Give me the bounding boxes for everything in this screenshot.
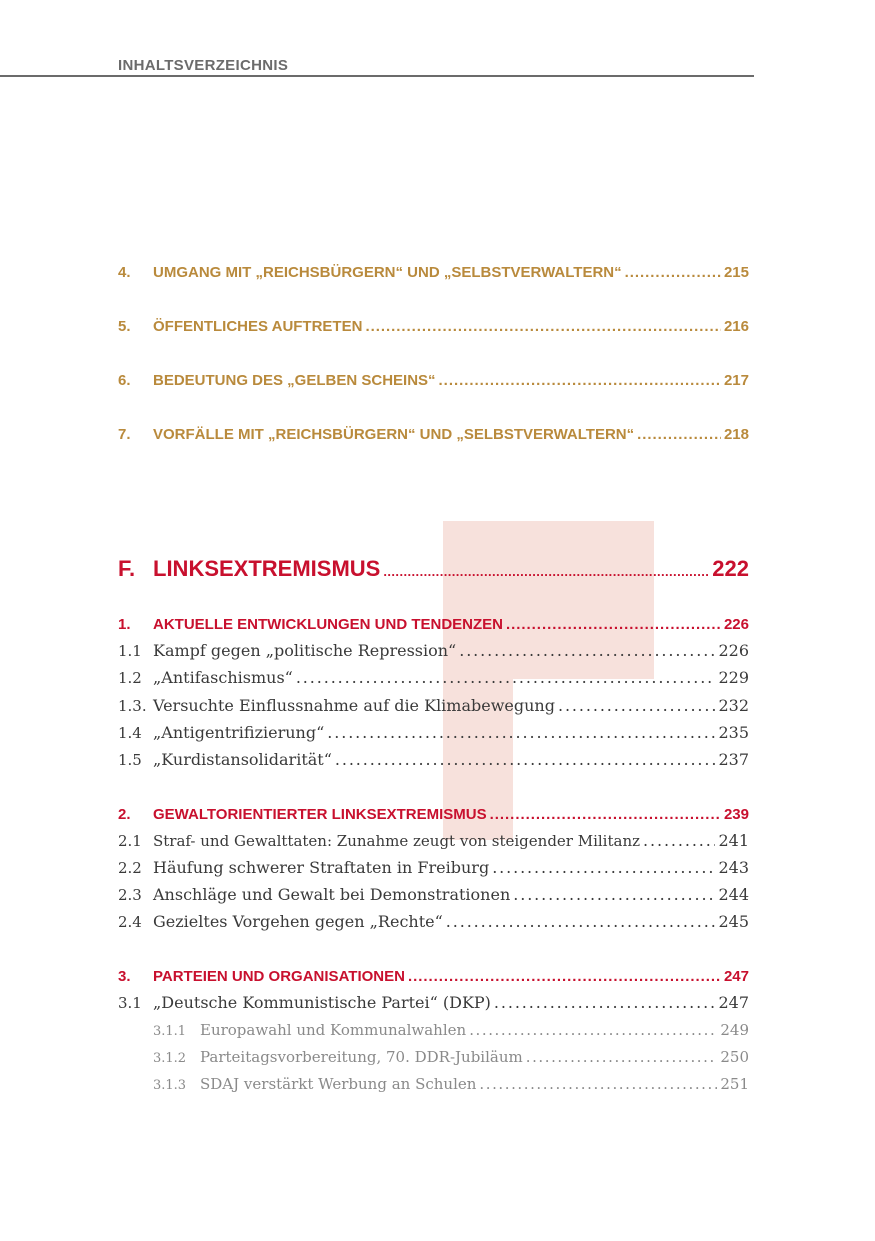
toc-entry-1-5[interactable] (118, 750, 749, 769)
toc-entry-2-4[interactable] (118, 912, 749, 931)
dot-leader (365, 318, 721, 335)
toc-entry-e6[interactable] (118, 372, 749, 389)
entry-page: 247 (718, 993, 749, 1012)
dot-leader (479, 1075, 717, 1093)
section-number: 1. (118, 616, 131, 633)
entry-number: 4. (118, 264, 131, 281)
section-page: 239 (723, 806, 749, 823)
dot-leader (469, 1021, 717, 1039)
entry-title: Straf- und Gewalttaten: Zunahme zeugt von steigender Militanz (153, 832, 641, 850)
entry-number: 6. (118, 372, 131, 389)
entry-page: 237 (718, 750, 749, 769)
entry-page: 226 (718, 641, 749, 660)
section-title: PARTEIEN UND ORGANISATIONEN (153, 968, 405, 985)
dot-leader (490, 806, 721, 823)
toc-entry-e7[interactable] (118, 426, 749, 443)
toc-section-3[interactable] (118, 968, 749, 985)
entry-title: Parteitagsvorbereitung, 70. DDR-Jubiläum (200, 1048, 523, 1066)
entry-title: Kampf gegen „politische Repression“ (153, 641, 457, 660)
toc-entry-2-3[interactable] (118, 885, 749, 904)
entry-title: Anschläge und Gewalt bei Demonstrationen (153, 885, 511, 904)
entry-page: 216 (723, 318, 749, 335)
entry-page: 229 (718, 668, 749, 687)
section-page: 226 (723, 616, 749, 633)
entry-number: 1.5 (118, 751, 142, 769)
chapter-page: 222 (712, 556, 749, 581)
entry-page: 241 (718, 831, 749, 850)
entry-title: Gezieltes Vorgehen gegen „Rechte“ (153, 912, 443, 931)
dot-leader (492, 858, 715, 877)
entry-title: SDAJ verstärkt Werbung an Schulen (200, 1075, 477, 1093)
entry-page: 243 (718, 858, 749, 877)
entry-title: Europawahl und Kommunalwahlen (200, 1021, 467, 1039)
header-rule (0, 75, 754, 77)
toc-entry-3-1-2[interactable] (153, 1048, 749, 1066)
section-page: 247 (723, 968, 749, 985)
entry-number: 3.1.2 (153, 1051, 187, 1066)
entry-number: 3.1.3 (153, 1078, 187, 1093)
entry-title: Versuchte Einflussnahme auf die Klimabewegung (153, 696, 555, 715)
dot-leader (459, 641, 715, 660)
toc-entry-e5[interactable] (118, 318, 749, 335)
entry-title: „Deutsche Kommunistische Partei“ (DKP) (153, 993, 491, 1012)
toc-entry-1-1[interactable] (118, 641, 749, 660)
section-number: 2. (118, 806, 131, 823)
toc-section-2[interactable] (118, 806, 749, 823)
dot-leader (526, 1048, 718, 1066)
toc-entry-3-1-1[interactable] (153, 1021, 749, 1039)
entry-number: 3.1 (118, 994, 142, 1012)
entry-number: 1.1 (118, 642, 142, 660)
dot-leader (439, 372, 721, 389)
entry-number: 2.4 (118, 913, 142, 931)
entry-number: 2.3 (118, 886, 142, 904)
dot-leader (296, 668, 716, 687)
running-header: INHALTSVERZEICHNIS (118, 57, 289, 74)
entry-title: BEDEUTUNG DES „GELBEN SCHEINS“ (153, 372, 436, 389)
dot-leader (335, 750, 716, 769)
section-number: 3. (118, 968, 131, 985)
chapter-title: LINKSEXTREMISMUS (153, 556, 381, 581)
toc-section-1[interactable] (118, 616, 749, 633)
section-title: AKTUELLE ENTWICKLUNGEN UND TENDENZEN (153, 616, 503, 633)
dot-leader (506, 616, 721, 633)
entry-title: „Antifaschismus“ (153, 668, 293, 687)
entry-number: 7. (118, 426, 131, 443)
dot-leader (494, 993, 716, 1012)
entry-number: 1.4 (118, 724, 142, 742)
chapter-heading-f[interactable] (118, 556, 749, 582)
entry-title: „Antigentrifizierung“ (153, 723, 325, 742)
dot-leader (513, 885, 715, 904)
section-title: GEWALTORIENTIERTER LINKSEXTREMISMUS (153, 806, 487, 823)
dot-leader (643, 831, 715, 850)
toc-entry-3-1-3[interactable] (153, 1075, 749, 1093)
entry-page: 245 (718, 912, 749, 931)
entry-page: 244 (718, 885, 749, 904)
entry-number: 1.3. (118, 697, 147, 715)
dot-leader (327, 723, 715, 742)
dot-leader (446, 912, 716, 931)
toc-entry-2-1[interactable] (118, 831, 749, 850)
entry-page: 232 (718, 696, 749, 715)
entry-title: UMGANG MIT „REICHSBÜRGERN“ UND „SELBSTVERWALTERN“ (153, 264, 622, 281)
entry-title: „Kurdistansolidarität“ (153, 750, 332, 769)
toc-entry-e4[interactable] (118, 264, 749, 281)
entry-page: 235 (718, 723, 749, 742)
entry-page: 250 (720, 1048, 749, 1066)
toc-entry-1-4[interactable] (118, 723, 749, 742)
dot-leader (637, 426, 721, 443)
chapter-letter: F. (118, 556, 136, 581)
toc-entry-1-3[interactable] (118, 696, 749, 715)
entry-page: 217 (723, 372, 749, 389)
dot-leader (408, 968, 721, 985)
entry-title: Häufung schwerer Straftaten in Freiburg (153, 858, 490, 877)
toc-entry-2-2[interactable] (118, 858, 749, 877)
dot-leader (383, 556, 709, 582)
toc-entry-1-2[interactable] (118, 668, 749, 687)
entry-title: ÖFFENTLICHES AUFTRETEN (153, 318, 363, 335)
dot-leader (558, 696, 715, 715)
entry-number: 5. (118, 318, 131, 335)
entry-page: 218 (723, 426, 749, 443)
entry-title: VORFÄLLE MIT „REICHSBÜRGERN“ UND „SELBSTVERWALTERN“ (153, 426, 635, 443)
entry-number: 2.2 (118, 859, 142, 877)
entry-page: 215 (723, 264, 749, 281)
toc-entry-3-1[interactable] (118, 993, 749, 1012)
entry-number: 1.2 (118, 669, 142, 687)
entry-page: 251 (720, 1075, 749, 1093)
entry-page: 249 (720, 1021, 749, 1039)
entry-number: 2.1 (118, 832, 142, 850)
entry-number: 3.1.1 (153, 1024, 187, 1039)
dot-leader (625, 264, 721, 281)
